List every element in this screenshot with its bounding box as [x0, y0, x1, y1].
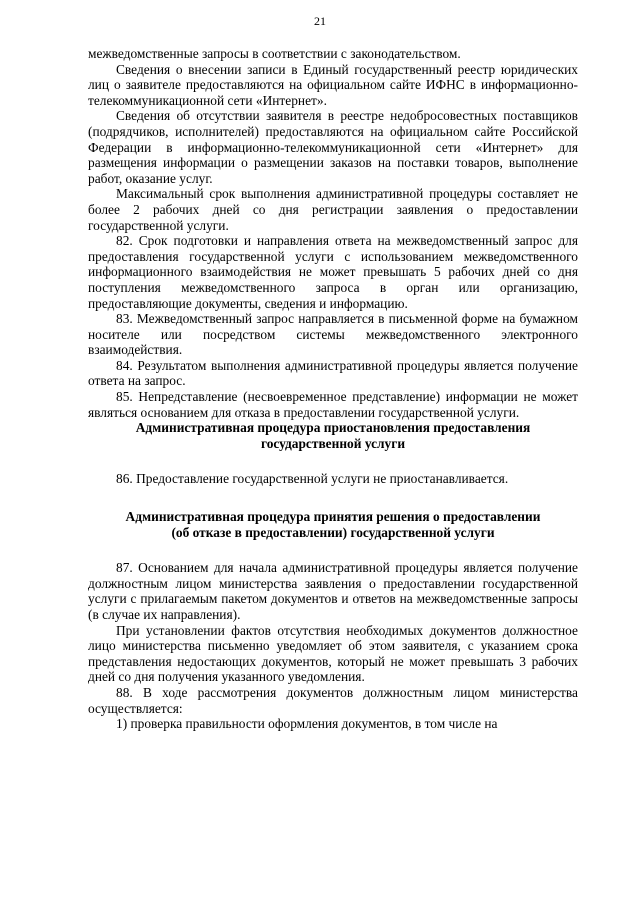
paragraph: 87. Основанием для начала административной процедуры является получение должностным лицом министерства заявления о предоставлении государственной услуги с прилагаемым пакетом документов и ответов на межведомственные запросы (в случае их направления). [88, 560, 578, 622]
paragraph: При установлении фактов отсутствия необходимых документов должностное лицо министерства письменно уведомляет об этом заявителя, с указанием срока представления недостающих документов, который не может превышать 3 рабочих дней со дня получения указанного уведомления. [88, 622, 578, 685]
paragraph: Сведения о внесении записи в Единый государственный реестр юридических лиц о заявителе предоставляются на официальном сайте ИФНС в информационно-телекоммуникационной сети «Интернет». [88, 61, 578, 108]
paragraph: межведомственные запросы в соответствии с законодательством. [88, 46, 461, 61]
document-body [88, 46, 578, 732]
paragraph: 86. Предоставление государственной услуги не приостанавливается. [116, 471, 509, 487]
section-heading: Административная процедура принятия решения о предоставлении (об отказе в предоставлении) государственной услуги [125, 509, 541, 540]
paragraph: 84. Результатом выполнения административной процедуры является получение ответа на запрос. [88, 357, 578, 389]
paragraph: 88. В ходе рассмотрения документов должностным лицом министерства осуществляется: [88, 684, 578, 716]
paragraph: 82. Срок подготовки и направления ответа на межведомственный запрос для предоставления государственной услуги с использованием межведомственного информационного взаимодействия не может превышать 5 рабочих дней со дня поступления межведомственного запроса в орган или организацию, предоставляющие документы, сведения и информацию. [88, 233, 578, 311]
paragraph: 85. Непредставление (несвоевременное представление) информации не может являться основанием для отказа в предоставлении государственной услуги. [88, 389, 578, 420]
paragraph: 83. Межведомственный запрос направляется в письменной форме на бумажном носителе или посредством системы межведомственного электронного взаимодействия. [88, 311, 578, 358]
list-item: 1) проверка правильности оформления документов, в том числе на [116, 716, 498, 732]
section-heading: Административная процедура приостановления предоставления государственной услуги [135, 420, 531, 451]
page-number: 21 [314, 14, 326, 28]
paragraph: Сведения об отсутствии заявителя в реестре недобросовестных поставщиков (подрядчиков, исполнителей) предоставляются на официальном сайте Российской Федерации в информационно-телекоммуникационной сети «Интернет» для размещения информации о размещении заказов на поставки товаров, выполнение работ, оказание услуг. [88, 108, 578, 186]
paragraph: Максимальный срок выполнения административной процедуры составляет не более 2 рабочих дней со дня регистрации заявления о предоставлении государственной услуги. [88, 186, 578, 233]
